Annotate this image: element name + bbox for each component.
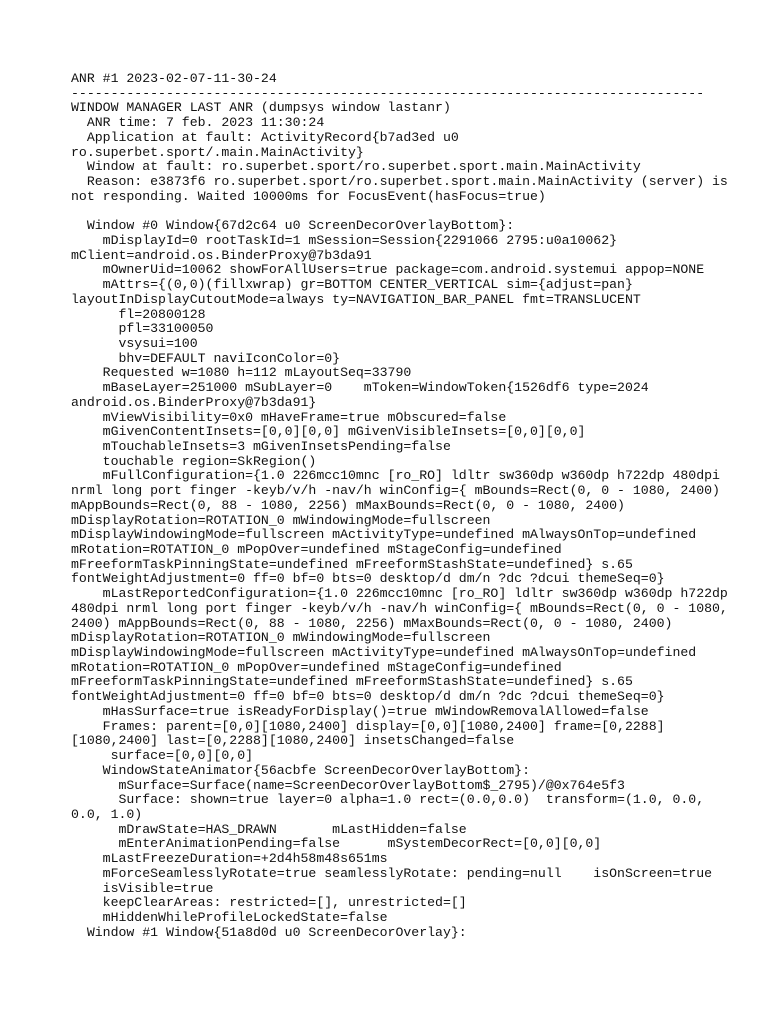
log-line: fl=20800128 <box>71 306 206 322</box>
log-line: mOwnerUid=10062 showForAllUsers=true package=com.android.systemui appop=NONE <box>71 262 705 278</box>
log-line: mFreeformTaskPinningState=undefined mFreeformStashState=undefined} s.65 <box>71 674 633 690</box>
log-line: mEnterAnimationPending=false mSystemDecorRect=[0,0][0,0] <box>71 836 602 852</box>
log-line: surface=[0,0][0,0] <box>71 748 254 764</box>
log-line: [1080,2400] last=[0,2288][1080,2400] insetsChanged=false <box>71 733 515 749</box>
log-line: Frames: parent=[0,0][1080,2400] display=[0,0][1080,2400] frame=[0,2288] <box>71 718 665 734</box>
log-line: ANR time: 7 feb. 2023 11:30:24 <box>71 115 325 131</box>
log-line: mDisplayWindowingMode=fullscreen mActivityType=undefined mAlwaysOnTop=undefined <box>71 645 697 661</box>
anr-log-text <box>71 72 728 940</box>
log-line: Application at fault: ActivityRecord{b7ad3ed u0 <box>71 129 459 145</box>
log-line: ro.superbet.sport/.main.MainActivity} <box>71 144 364 160</box>
log-line: mLastReportedConfiguration={1.0 226mcc10mnc [ro_RO] ldltr sw360dp w360dp h722dp <box>71 586 728 602</box>
log-line: mBaseLayer=251000 mSubLayer=0 mToken=WindowToken{1526df6 type=2024 <box>71 380 649 396</box>
log-line: Requested w=1080 h=112 mLayoutSeq=33790 <box>71 365 412 381</box>
log-line: mLastFreezeDuration=+2d4h58m48s651ms <box>71 851 388 867</box>
log-line: fontWeightAdjustment=0 ff=0 bf=0 bts=0 desktop/d dm/n ?dc ?dcui themeSeq=0} <box>71 571 665 587</box>
log-line: mDisplayWindowingMode=fullscreen mActivityType=undefined mAlwaysOnTop=undefined <box>71 527 697 543</box>
log-line: mClient=android.os.BinderProxy@7b3da91 <box>71 247 372 263</box>
log-line: pfl=33100050 <box>71 321 214 337</box>
log-line: 2400) mAppBounds=Rect(0, 88 - 1080, 2256) mMaxBounds=Rect(0, 0 - 1080, 2400) <box>71 615 673 631</box>
log-line: mRotation=ROTATION_0 mPopOver=undefined mStageConfig=undefined <box>71 542 562 557</box>
log-line: vsysui=100 <box>71 335 198 351</box>
log-line: isVisible=true <box>71 880 214 896</box>
log-line: Window #0 Window{67d2c64 u0 ScreenDecorOverlayBottom}: <box>71 218 515 234</box>
log-line: WINDOW MANAGER LAST ANR (dumpsys window lastanr) <box>71 100 451 116</box>
log-line: 480dpi nrml long port finger -keyb/v/h -nav/h winConfig={ mBounds=Rect(0, 0 - 1080, <box>71 600 728 616</box>
log-line: mSurface=Surface(name=ScreenDecorOverlayBottom$_2795)/@0x764e5f3 <box>71 777 625 793</box>
log-line: mDisplayId=0 rootTaskId=1 mSession=Session{2291066 2795:u0a10062} <box>71 232 618 248</box>
log-line: Window at fault: ro.superbet.sport/ro.superbet.sport.main.MainActivity <box>71 159 641 175</box>
log-line: mTouchableInsets=3 mGivenInsetsPending=false <box>71 438 451 454</box>
log-line: touchable region=SkRegion() <box>71 453 317 469</box>
log-line: ANR #1 2023-02-07-11-30-24 <box>71 71 277 86</box>
log-line: mDisplayRotation=ROTATION_0 mWindowingMode=fullscreen <box>71 630 491 646</box>
log-line: fontWeightAdjustment=0 ff=0 bf=0 bts=0 desktop/d dm/n ?dc ?dcui themeSeq=0} <box>71 689 665 705</box>
log-line: mFullConfiguration={1.0 226mcc10mnc [ro_RO] ldltr sw360dp w360dp h722dp 480dpi <box>71 468 720 484</box>
log-line: Window #1 Window{51a8d0d u0 ScreenDecorOverlay}: <box>71 924 467 940</box>
log-line: mAttrs={(0,0)(fillxwrap) gr=BOTTOM CENTER_VERTICAL sim={adjust=pan} <box>71 277 633 293</box>
log-line: nrml long port finger -keyb/v/h -nav/h winConfig={ mBounds=Rect(0, 0 - 1080, 2400) <box>71 483 720 499</box>
log-line: bhv=DEFAULT naviIconColor=0} <box>71 350 341 366</box>
log-line: android.os.BinderProxy@7b3da91} <box>71 394 317 410</box>
log-line: mAppBounds=Rect(0, 88 - 1080, 2256) mMaxBounds=Rect(0, 0 - 1080, 2400) <box>71 497 625 513</box>
log-line: -------------------------------------------------------------------------------- <box>71 85 705 101</box>
log-line: Reason: e3873f6 ro.superbet.sport/ro.superbet.sport.main.MainActivity (server) is <box>71 174 728 190</box>
log-line: mDisplayRotation=ROTATION_0 mWindowingMode=fullscreen <box>71 512 491 528</box>
log-line: mViewVisibility=0x0 mHaveFrame=true mObscured=false <box>71 409 507 425</box>
log-line: mHiddenWhileProfileLockedState=false <box>71 909 388 925</box>
log-line: mForceSeamlesslyRotate=true seamlesslyRotate: pending=null isOnScreen=true <box>71 865 713 881</box>
log-line: mDrawState=HAS_DRAWN mLastHidden=false <box>71 821 467 837</box>
log-line: not responding. Waited 10000ms for FocusEvent(hasFocus=true) <box>71 188 546 204</box>
log-line: WindowStateAnimator{56acbfe ScreenDecorOverlayBottom}: <box>71 762 530 778</box>
log-line: mRotation=ROTATION_0 mPopOver=undefined mStageConfig=undefined <box>71 659 562 675</box>
log-line: layoutInDisplayCutoutMode=always ty=NAVIGATION_BAR_PANEL fmt=TRANSLUCENT <box>71 291 641 307</box>
log-line: mHasSurface=true isReadyForDisplay()=true mWindowRemovalAllowed=false <box>71 703 649 719</box>
log-line: mFreeformTaskPinningState=undefined mFreeformStashState=undefined} s.65 <box>71 556 633 572</box>
log-line: 0.0, 1.0) <box>71 806 143 822</box>
log-line: keepClearAreas: restricted=[], unrestricted=[] <box>71 895 467 911</box>
log-line: Surface: shown=true layer=0 alpha=1.0 rect=(0.0,0.0) transform=(1.0, 0.0, <box>71 792 705 808</box>
log-line: mGivenContentInsets=[0,0][0,0] mGivenVisibleInsets=[0,0][0,0] <box>71 424 586 440</box>
